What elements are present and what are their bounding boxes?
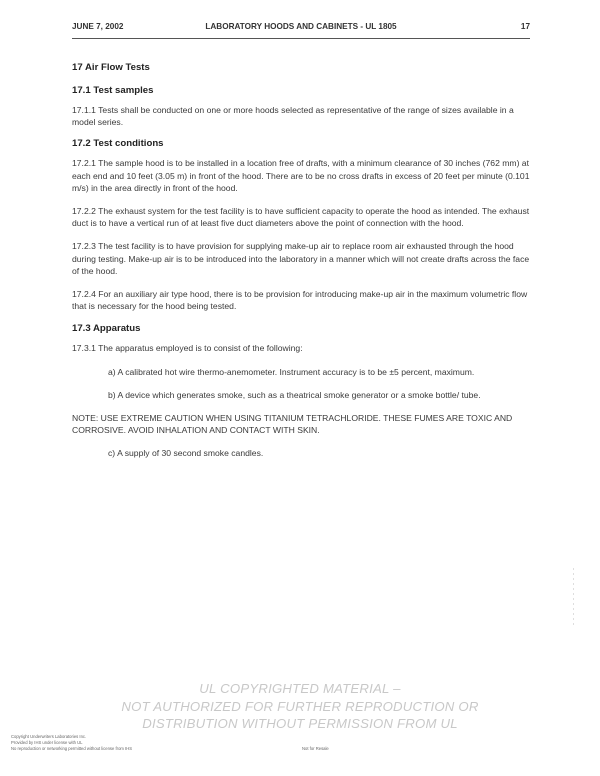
list-item-c: c) A supply of 30 second smoke candles. — [108, 448, 264, 459]
header-page-number: 17 — [520, 22, 530, 31]
footer-not-for-resale: Not for Resale — [302, 746, 329, 751]
paragraph-17-2-4: 17.2.4 For an auxiliary air type hood, there is to be provision for introducing make-up air in the maximum volumetric flow that is necessary for the hood being tested. — [72, 289, 528, 312]
license-footer — [11, 734, 132, 751]
paragraph-17-2-3: 17.2.3 The test facility is to have provision for supplying make-up air to replace room air exhausted through the hood during testing. Make-up air is to be introduced into the laboratory in a manner which will not create drafts across the face of the hood. — [72, 241, 530, 276]
watermark-line-3: DISTRIBUTION WITHOUT PERMISSION FROM UL — [142, 716, 458, 731]
paragraph-17-2-1: 17.2.1 The sample hood is to be installed in a location free of drafts, with a minimum clearance of 30 inches (762 mm) at each end and 10 feet (3.05 m) in front of the hood. There are to be no cross drafts in excess of 20 feet per minute (0.101 m/s) in the area directly in front of the hood. — [72, 158, 530, 193]
paragraph-17-1-1: 17.1.1 Tests shall be conducted on one or more hoods selected as representative of the range of sizes available in a model series. — [72, 105, 514, 128]
header-date: JUNE 7, 2002 — [72, 22, 124, 31]
copyright-watermark — [0, 680, 600, 733]
list-item-b: b) A device which generates smoke, such as a theatrical smoke generator or a smoke bottle/ tube. — [108, 389, 481, 400]
watermark-line-2: NOT AUTHORIZED FOR FURTHER REPRODUCTION OR — [121, 698, 479, 714]
paragraph-17-2-2: 17.2.2 The exhaust system for the test facility is to have sufficient capacity to operate the hood as intended. The exhaust duct is to have a vertical run of at least five duct diameters above the point of connection with the hood. — [72, 206, 530, 229]
header-title: LABORATORY HOODS AND CABINETS - UL 1805 — [205, 22, 397, 31]
footer-restriction: No reproduction or networking permitted without license from IHS — [11, 745, 133, 751]
header-divider — [72, 38, 530, 39]
heading-apparatus: 17.3 Apparatus — [72, 323, 141, 335]
paragraph-17-3-1: 17.3.1 The apparatus employed is to consist of the following: — [72, 343, 303, 354]
watermark-line-1: UL COPYRIGHTED MATERIAL – — [199, 681, 401, 696]
list-item-a: a) A calibrated hot wire thermo-anemometer. Instrument accuracy is to be ±5 percent, maximum. — [108, 366, 475, 377]
safety-note: NOTE: USE EXTREME CAUTION WHEN USING TITANIUM TETRACHLORIDE. THESE FUMES ARE TOXIC AND CORROSIVE. AVOID INHALATION AND CONTACT WITH SKIN. — [72, 413, 513, 436]
footer-copyright: Copyright Underwriters Laboratories Inc. — [11, 734, 87, 739]
section-title: 17 Air Flow Tests — [72, 62, 150, 73]
heading-test-conditions: 17.2 Test conditions — [72, 138, 164, 150]
page-body — [72, 62, 530, 460]
footer-provider: Provided by IHS under license with UL — [11, 739, 83, 745]
heading-test-samples: 17.1 Test samples — [72, 85, 154, 96]
running-header — [72, 22, 530, 36]
margin-scan-mark — [572, 568, 575, 628]
